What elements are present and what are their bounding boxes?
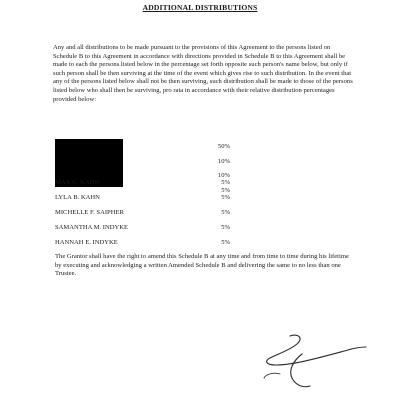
signature bbox=[260, 330, 370, 392]
distribution-name: LYLA B. KAHN bbox=[55, 194, 100, 201]
closing-paragraph: The Grantor shall have the right to amend this Schedule B at any time and from time to time during his lifetime by executing and acknowledging a written Amended Schedule B and delivering the same to no less than one Trustee. bbox=[55, 253, 349, 278]
distribution-percent: 5% bbox=[221, 239, 230, 246]
distribution-percent: 5% bbox=[221, 179, 230, 186]
distribution-percent: 5% bbox=[221, 209, 230, 216]
distribution-percent: 5% bbox=[221, 187, 230, 194]
distribution-name: HANNAH E. INDYKE bbox=[55, 239, 118, 246]
distribution-percent: 10% bbox=[217, 172, 230, 179]
distribution-name: MAX G. KAHN bbox=[55, 179, 100, 186]
intro-paragraph: Any and all distributions to be made pursuant to the provisions of this Agreement to the persons listed on Schedule B to this Agreement in accordance with directions provided in Schedule B to this Agreement shall be made to each the persons listed below in the percentage set forth opposite such person's name below, but only if such person shall be then surviving at the time of the event which gives rise to such distribution. In the event that any of the persons listed below shall not be then surviving, such distribution shall be made to those of the persons listed below who shall then be surviving, pro rata in accordance with their relative distribution percentages provided below: bbox=[53, 44, 353, 103]
page-title: ADDITIONAL DISTRIBUTIONS bbox=[142, 3, 258, 12]
distribution-percent: 10% bbox=[217, 158, 230, 165]
distribution-percent: 50% bbox=[217, 143, 230, 150]
distribution-percent: 5% bbox=[221, 194, 230, 201]
distribution-name: MICHELLE F. SAIPHER bbox=[55, 209, 124, 216]
distribution-name: SAMANTHA M. INDYKE bbox=[55, 224, 129, 231]
distribution-percent: 5% bbox=[221, 224, 230, 231]
